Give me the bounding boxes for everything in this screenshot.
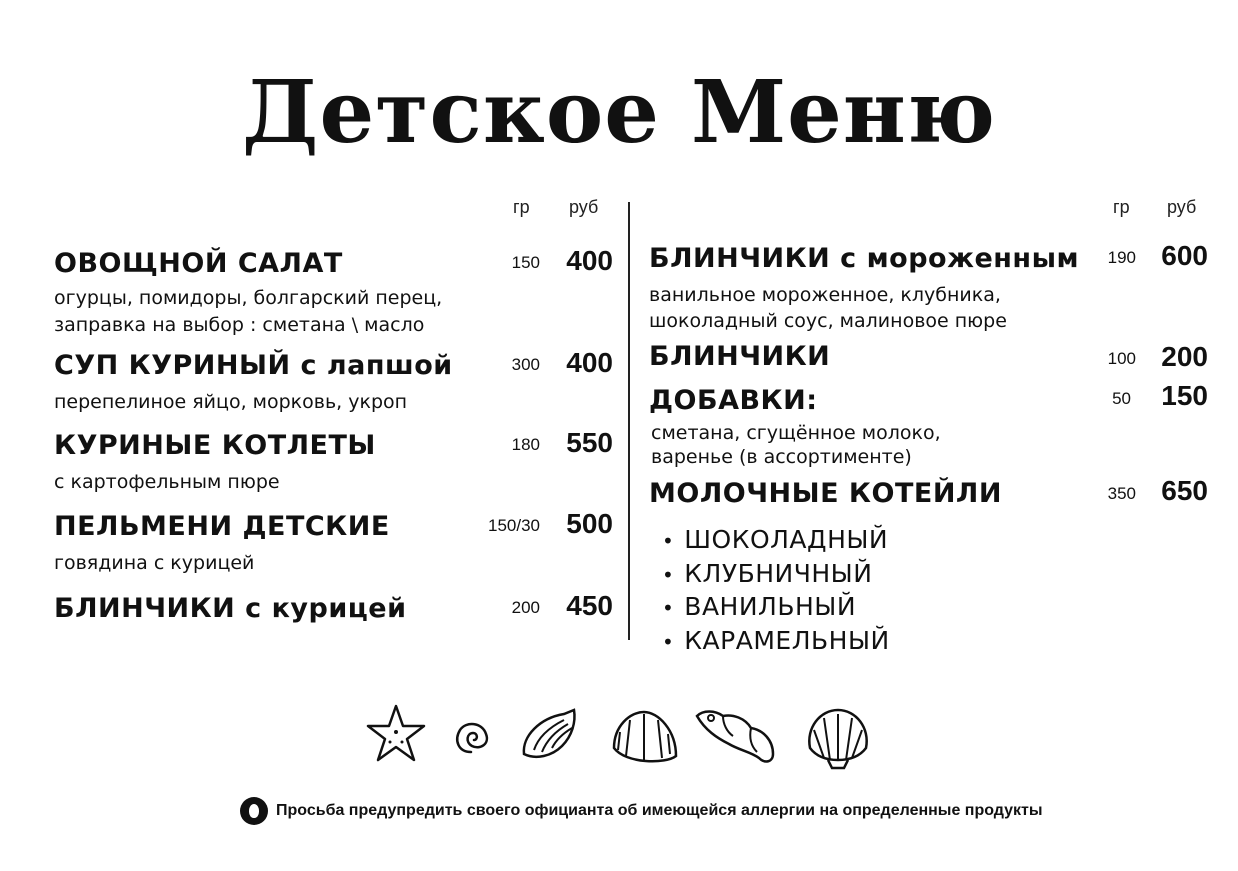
menu-item-name: БЛИНЧИКИ bbox=[649, 341, 831, 372]
clam-shell-icon bbox=[608, 708, 680, 768]
menu-item-name: МОЛОЧНЫЕ КОТЕЙЛИ bbox=[649, 478, 1002, 509]
menu-item-grams: 200 bbox=[511, 598, 540, 617]
menu-item-price: 150 bbox=[1161, 380, 1208, 411]
list-item: • КЛУБНИЧНЫЙ bbox=[662, 558, 890, 592]
menu-item-price: 400 bbox=[566, 245, 613, 276]
menu-item-desc: сметана, сгущённое молоко, bbox=[651, 422, 941, 444]
spiral-shell-icon bbox=[693, 706, 779, 768]
column-divider bbox=[628, 202, 630, 640]
milkshake-flavor-list bbox=[662, 524, 890, 658]
snail-shell-icon bbox=[450, 716, 492, 758]
scallop-icon bbox=[802, 706, 874, 770]
menu-item-grams: 50 bbox=[1112, 389, 1131, 408]
menu-item-price: 200 bbox=[1161, 341, 1208, 372]
price-column-header-left: руб bbox=[569, 197, 599, 217]
menu-item-name: ОВОЩНОЙ САЛАТ bbox=[54, 248, 343, 279]
menu-item-desc: ванильное мороженное, клубника, bbox=[649, 284, 1001, 306]
price-column-header-right: руб bbox=[1167, 197, 1197, 217]
menu-item-price: 450 bbox=[566, 590, 613, 621]
menu-item-price: 550 bbox=[566, 427, 613, 458]
menu-item-name: БЛИНЧИКИ с мороженным bbox=[649, 243, 1080, 274]
page-title: Детское Меню bbox=[241, 62, 996, 163]
allergy-notice bbox=[240, 796, 1043, 826]
menu-item-grams: 150/30 bbox=[488, 516, 540, 535]
menu-item-desc: с картофельным пюре bbox=[54, 471, 280, 493]
grams-column-header-left: гр bbox=[513, 197, 530, 217]
menu-item-grams: 180 bbox=[511, 435, 540, 454]
list-item: • ШОКОЛАДНЫЙ bbox=[662, 524, 890, 558]
menu-item-price: 650 bbox=[1161, 475, 1208, 506]
menu-item-desc: заправка на выбор : сметана \ масло bbox=[54, 314, 425, 336]
menu-item-desc: варенье (в ассортименте) bbox=[651, 446, 912, 468]
menu-item-desc: шоколадный соус, малиновое пюре bbox=[649, 310, 1007, 332]
menu-item-price: 500 bbox=[566, 508, 613, 539]
menu-item-name: ПЕЛЬМЕНИ ДЕТСКИЕ bbox=[54, 511, 390, 542]
grams-column-header-right: гр bbox=[1113, 197, 1130, 217]
menu-item-grams: 150 bbox=[511, 253, 540, 272]
menu-item-grams: 100 bbox=[1107, 349, 1136, 368]
menu-item-desc: перепелиное яйцо, морковь, укроп bbox=[54, 391, 408, 413]
list-item: • ВАНИЛЬНЫЙ bbox=[662, 591, 890, 625]
menu-item-desc: говядина с курицей bbox=[54, 552, 255, 574]
starfish-icon bbox=[364, 702, 428, 766]
list-item: • КАРАМЕЛЬНЫЙ bbox=[662, 625, 890, 659]
allergy-icon bbox=[240, 797, 268, 825]
menu-item-price: 600 bbox=[1161, 240, 1208, 271]
menu-item-name: БЛИНЧИКИ с курицей bbox=[54, 593, 407, 624]
allergy-notice-text: Просьба предупредить своего официанта об имеющейся аллергии на определенные продукты bbox=[276, 802, 1043, 819]
menu-item-grams: 300 bbox=[511, 355, 540, 374]
menu-item-name: КУРИНЫЕ КОТЛЕТЫ bbox=[54, 430, 376, 461]
conch-icon bbox=[518, 706, 580, 762]
menu-item-name: ДОБАВКИ: bbox=[649, 385, 818, 416]
menu-item-grams: 190 bbox=[1107, 248, 1136, 267]
menu-item-grams: 350 bbox=[1107, 484, 1136, 503]
menu-item-price: 400 bbox=[566, 347, 613, 378]
menu-item-name: СУП КУРИНЫЙ с лапшой bbox=[54, 350, 453, 381]
menu-item-desc: огурцы, помидоры, болгарский перец, bbox=[54, 287, 443, 309]
